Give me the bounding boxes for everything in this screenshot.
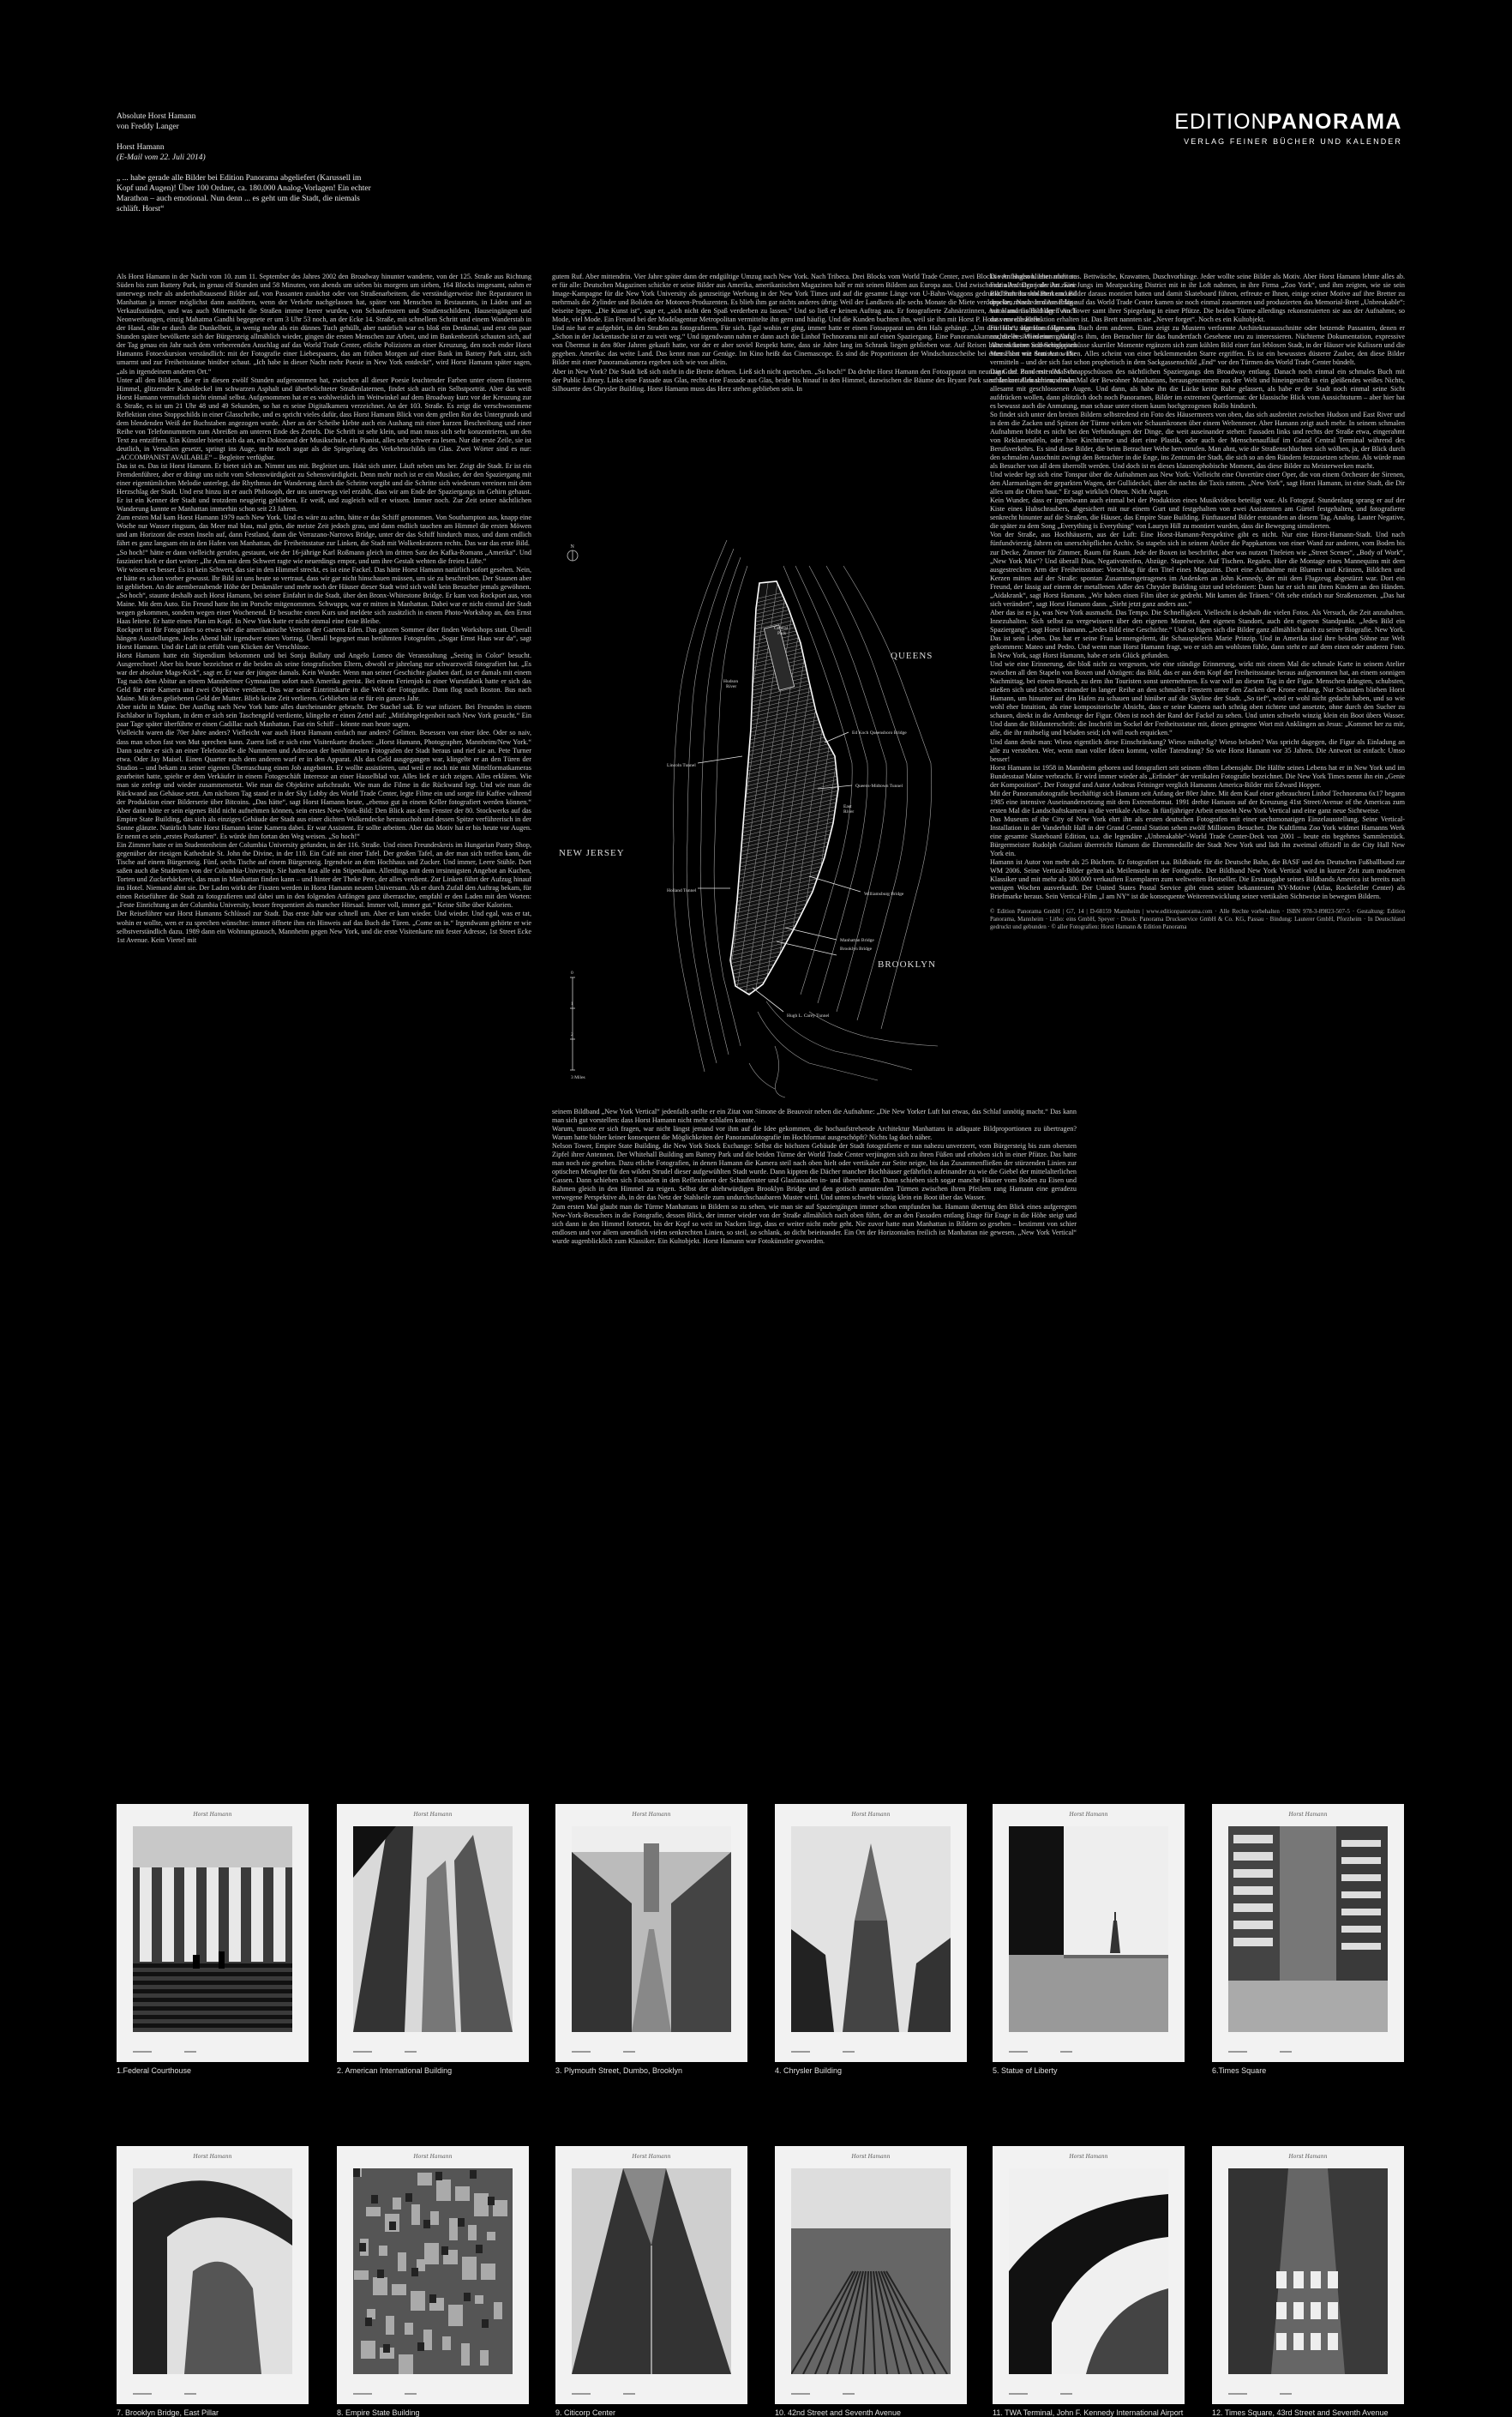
photo-card (337, 1804, 529, 2075)
photo-image (1009, 2168, 1168, 2374)
label-hudson-2: River (726, 684, 737, 689)
photo-footer-marks (1228, 2390, 1388, 2395)
photo-caption: 6.Times Square (1212, 2066, 1267, 2075)
photo-card (337, 2146, 529, 2417)
label-east-1: East (843, 804, 852, 809)
photo-caption: 2. American International Building (337, 2066, 453, 2075)
article-byline: von Freddy Langer (117, 123, 179, 131)
photo-image (791, 2168, 951, 2374)
article-paragraph: gutem Ruf. Aber mittendrin. Vier Jahre später dann der endgültige Umzug nach New York. Nach Tribeca. Drei Blocks vom World Trade Center, zwei Blocks vom Hudson. Jetzt arbeitete er für alle: Deutschen Magazinen schickte er seine Bilder aus Amerika, amerikanischen Magazinen half er mit seinen Bildern aus Europa aus. Und zwischendrin Aufträge jeder Art. Eine Image-Kampagne für die New York University als ganzseitige Werbung in der New York Times und auf die gesamte Länge von U-Bahn-Waggons gedruckt. Porträts von Brokern und mehrmals die Zylinder und Boliden der Motoren-Produzenten. Es blieb ihm gar nichts anderes übrig: Weil der Landkreis alle sechs Monate die Miete verdoppelte, musste er diese Erlöse beiseite legen. „Die Kunst ist“, sagt er, „sich nicht den Spaß verderben zu lassen.“ Und so ließ er keinen Auftrag aus. Er fotografierte Zahnärztinnen, Autos und Goldschläger. Auch Mode, viel Mode. Ein Freund bei der Modelagentur Metropolitan vermittelte ihn gern und häufig. Und die Kunden buchten ihn, weil sie ihn mit Horst P. Horst verwechselten. (552, 273, 1077, 324)
map-scale (570, 971, 585, 1080)
quote-source: (E-Mail vom 22. Juli 2014) (117, 153, 206, 162)
article-paragraph: Als Horst Hamann in der Nacht vom 10. zum 11. September des Jahres 2002 den Broadway hinunter wanderte, von der 125. Straße aus Richtung Süden bis zum Battery Park, in genau elf Stunden und 58 Minuten, von abends um sieben bis morgens um sieben, 164 Blocks insgesamt, nahm er unterwegs mehr als anderthalbtausend Bilder auf, von Passanten zunächst oder von Straßenarbeitern, die verständigerweise ihre Reparaturen in Manhattan ja immer möglichst dann ausführen, wenn der Verkehr nachgelassen hat, später von Menschen in Restaurants, in Läden und an Verkaufsständen, und was auch Mitternacht die Straßen immer leerer wurden, von Schaufenstern und Straßenschildern, Hauseingängen und Neonwerbungen, einzig Mahatma Gandhi begegnete er um 3 Uhr 53 noch, an der Ecke 14. Straße, mit schnellem Schritt und einem Wanderstab in der Hand, eilte er durch die Dunkelheit, in wenig mehr als ein dünnes Tuch gehüllt, aber natürlich war es bloß ein Denkmal, und erst ein paar Stunden später bevölkerte sich der Bürgersteig allmählich wieder, gingen die ersten Menschen zur Arbeit, und im Bankenbezirk schauten sich, auf der Tag genau ein Jahr nach dem verheerenden Anschlag auf das World Trade Center, etliche Polizisten an einer Kreuzung, den noch ender Horst Hamanns Fotoexkursion verständlich: mit der Fotografie einer Liebespaares, das am frühen Morgen auf einer Bank im Battery Park sitzt, sich umarmt und zur Freiheitsstatue hinüber schaut. „Ich habe in dieser Nacht mehr Poesie in New York entdeckt“, wird Horst Hamann später sagen, „als in irgendeinem anderen Ort.“ (117, 273, 531, 376)
photo-footer-marks (572, 2390, 731, 2395)
article-paragraph: Von der Straße, aus Hochhäusern, aus der Luft: Eine Horst-Hamann-Perspektive gibt es nicht. Nur eine Horst-Hamann-Stadt. Und nach fünfundvierzig Jahren ein unerschöpfliches Archiv. So stapeln sich in seinem Atelier die Pappkartons von einer Wand zur anderen, vom Boden bis zur Decke, Zimmer für Zimmer, Raum für Raum. Jede der Boxen ist beschriftet, aber was nutzen Titeleien wie „Street Scenes“, „Body of Work“, „New York Mix“? Und überall Dias, Negativstreifen, Abzüge. Stapelweise. Auf Tischen. Regalen. Hier die Montage eines Mannequins mit dem ausgestreckten Arm der Freiheitsstatue: Vorschlag für den Titel eines Magazins. Dort eine Aufnahme mit Blumen und Kränzen, Bildchen und Kerzen mitten auf der Straße: spontan Zusammengetragenes im Andenken an John Kennedy, der mit dem Flugzeug abgestürzt war. Dort ein Freund, der lässig auf einem der metallenen Adler des Chrysler Building sitzt und telefoniert: Dann hat er sich mit ihren Kindern an den Händen. „Aidakrank“, sagt Horst Hamann. „Wir haben einen Film über sie gedreht. Mit kamen die Tränen.“ Oft sehe einfach nur Straßenszenen. „Das hat sich verändert“, sagt Horst Hamann dann. „Sieht jetzt ganz anders aus.“ (990, 531, 1405, 608)
article-paragraph: seinem Bildband „New York Vertical“ jedenfalls stellte er ein Zitat von Simone de Beauvoir neben die Aufnahme: „Die New Yorker Luft hat etwas, das Schlaf unnötig macht.“ Das kann man sich gut vorstellen: dass Horst Hamann nicht mehr schlafen konnte. (552, 1108, 1077, 1125)
photo-frame (993, 2146, 1185, 2404)
photo-card (1212, 2146, 1404, 2417)
scale-tick-1: 1 (571, 1001, 573, 1007)
map-island (689, 576, 872, 1008)
scale-tick-0: 0 (571, 971, 573, 976)
photo-signature: Horst Hamann (1288, 1812, 1328, 1818)
photo-signature: Horst Hamann (193, 1812, 232, 1818)
photo-caption: 7. Brooklyn Bridge, East Pillar (117, 2408, 219, 2417)
article-paragraph: „So hoch“, staunte deshalb auch Horst Hamann, bei seiner Einfahrt in die Stadt, über den Bronx-Whitestone Bridge. Er kam von Rockport aus, von Maine. Mit dem Auto. Ein Freund hatte ihn im Porsche mitgenommen. Schwupps, war er mitten in Manhattan. Dabei war er nicht einmal der Stadt wegen gekommen, sondern wegen einer Wochenend. Er besuchte einen Kurs und meldete sich zusätzlich in einem Photo-Workshop an, den Ernst Haas leitete. Er hatte einen Plan im Kopf. In New York hatte er nicht einmal eine feste Bleibe. (117, 591, 531, 625)
article-paragraph: „So hoch!“ hätte er dann vielleicht gerufen, gestaunt, wie der 16-jährige Karl Roßmann gleich im dritten Satz des Kafka-Romans „Amerika“. Und fasziniert hielt er dort weiter: „Ihr Arm mit dem Schwert ragte wie neuerdings empor, und um ihre Gestalt wehten die freien Lüfte.“ (117, 548, 531, 565)
label-manhattan-bridge: Manhattan Bridge (840, 938, 874, 943)
label-new-jersey: NEW JERSEY (559, 848, 625, 858)
article-paragraph: So findet sich unter den breiten Bildern selbstredend ein Foto des Häusermeers von oben, das sich ausbreitet zwischen Hudson und East River und in dem die Zacken und Spitzen der Türme wirken wie Schaumkronen über einem Weltenmeer. Aber Hamann zeigt auch mehr. In seinem schmalen Aufnahmen bleibt es nicht bei den Verbindungen der Dinge, die weit auseinander stehen: Fassaden links und rechts der Straße etwa, eingerahmt von Reklametafeln, oder hier Kirchtürme und dort eine Plastik, oder auch der Menschenaufläuf im Grand Central Terminal während des Berufsverkehrs. Es sind diese Bilder, die beim Betrachter Wehe hervorrufen. Man ahnt, wie die Straßenschluchten sich wölben, ja, der Blick durch den schmalen Ausschnitt zwingt den Betrachter in die Enge, ins Zentrum der Stadt, die sich so an den Rändern festzusetzen scheint. Als würde man als Besucher von all dem überrollt werden. Und doch ist es dieses klaustrophobische Moment, das diese Bilder zu Meisterwerken macht. (990, 410, 1405, 471)
label-midtown-tunnel: Queens-Midtown Tunnel (855, 784, 903, 789)
article-paragraph: Und wieder legt sich eine Tonspur über die Aufnahmen aus New York: Vielleicht eine Ouvertüre einer Oper, die von einem Orchester der Sirenen, den Alarmanlagen der geparkten Wagen, der Gullideckel, über die nachts die Taxis rattern. „New York“, sagt Horst Hamann, ist eine Stadt, die Dir alles um die Ohren haut.“ Er sagt wirklich Ohren. Nicht Augen. (990, 471, 1405, 496)
photo-frame (775, 1804, 967, 2062)
photo-caption: 8. Empire State Building (337, 2408, 420, 2417)
label-brooklyn: BROOKLYN (878, 959, 937, 970)
photo-image (791, 1826, 951, 2032)
north-arrow (567, 544, 578, 561)
scale-tick-3: 3 Miles (571, 1075, 585, 1080)
north-label: N (570, 544, 574, 550)
article-paragraph: Und dann denkt man: Wieso eigentlich diese Einschränkung? Wieso mühselig? Wieso beladen? Was spricht dagegen, die Figur als Einladung an alle zu verstehen. Wer, wenn man voller Ideen kommt, voller Tatendrang? So wie Horst Hamann vor 35 Jahren. Die Antwort ist einfach: Umso besser! (990, 737, 1405, 763)
photo-footer-marks (572, 2047, 731, 2053)
label-central-1: Central (774, 626, 789, 631)
photo-card (117, 2146, 309, 2417)
article-paragraph: Für Horst Hamann folgte ein Buch dem anderen. Eines zeigt zu Mustern verformte Architekturausschnitte oder hetzende Passanten, denen er nachstellte. Wiederum gelang es ihm, den Betrachter für das hundertfach Gesehene neu zu interessieren. Nüchterne Dokumentation, expressive Abstraktionen und Schnappschüsse skurriler Momente ergänzen sich zum kühlen Bild einer fast leblosen Stadt, in der Häuser wie Kulissen und die Menschen wie Statisten wirken. Alles scheint von einer beklemmenden Starre ergriffen. Es ist ein bewusstes düsterer Zauber, den diese Bilder vermitteln – und der sich fast schon prophetisch in dem Sackgassenschild „End“ vor den Türmen des World Trade Center bündelt. (990, 324, 1405, 367)
article-paragraph: Warum, musste er sich fragen, war nicht längst jemand vor ihm auf die Idee gekommen, die hochaufstrebende Architektur Manhattans in adäquate Bildproportionen zu übertragen? Warum hatte bisher keiner konsequent die Möglichkeiten der Panoramafotografie im Hochformat ausgeschöpft? Nichts lag doch näher. (552, 1125, 1077, 1142)
article-column-1 (117, 273, 531, 1749)
photo-image (1009, 1826, 1168, 2032)
logo-tagline: VERLAG FEINER BÜCHER UND KALENDER (1184, 137, 1402, 146)
quote-author: Horst Hamann (117, 143, 165, 152)
photo-signature: Horst Hamann (193, 2154, 232, 2160)
article-paragraph: Wir wissen es besser. Es ist kein Schwert, das sie in den Himmel streckt, es ist eine Fackel. Das hätte Horst Hamann natürlich sofort gesehen. Nein, er hätte es schon vorher gewusst. Ihr Bild ist uns heute so vertraut, dass wir gar nicht hinschauen müssen, um sie zu beschreiben. Der Staunen aber ist geblieben. An die atemberaubende Höhe der Denkmäler und mehr noch der Häuser dieser Stadt wird sich wohl kein Besucher jemals gewöhnen. (117, 565, 531, 591)
map-graphic (552, 532, 1077, 1104)
article-paragraph: Das Museum of the City of New York ehrt ihn als ersten deutschen Fotografen mit einer sechsmonatigen Einzelausstellung. Seine Vertical-Installation in der Vanderbilt Hall in der Grand Central Station sehen zwölf Millionen Besucher. Die Kultfirma Zoo York widmet Hamanns Werk eine gesamte Skateboard Edition, u.a. die legendäre „Unbreakable“-World Trade Center-Deck von 2001 – heute ein begehrtes Sammlerstück. Bürgermeister Rudolph Giuliani überreicht Hamann die Ehrenmedaille der Stadt New York und lädt ihn zweimal offiziell in die City Hall New York ein. (990, 815, 1405, 858)
label-east-2: River (843, 809, 855, 815)
photo-signature: Horst Hamann (632, 1812, 671, 1818)
label-queensboro: Ed Koch Queensboro Bridge (852, 731, 907, 736)
intro-block (117, 111, 374, 214)
scale-tick-2: 2 (571, 1032, 573, 1037)
article-paragraph: Kein Wunder, dass er irgendwann auch einmal bei der Produktion eines Musikvideos beteiligt war. Als Fotograf. Stundenlang sprang er auf der Kiste eines Hubschraubers, abgesichert mit nur einem Gurt und festgehalten von zwei Assistenten am Gürtel festgehalten, und fotografierte senkrecht hinunter auf die Straßen, die Häuser, das Empire State Building. Fünftausend Bilder entstanden an diesem Tag. Analog. Lauter Negative, die später zu dem Song „Everything is Everything“ von Lauryn Hill zu montiert wurden, dass die Bewegung simulierten. (990, 496, 1405, 531)
photo-card (993, 1804, 1185, 2075)
photo-footer-marks (1228, 2047, 1388, 2053)
label-holland-tunnel: Holland Tunnel (667, 888, 697, 893)
quote-text: „ ... habe gerade alle Bilder bei Edition Panorama abgeliefert (Karussell im Kopf und Augen)! Über 100 Ordner, ca. 180.000 Analog-Vorlagen! Ein echter Marathon – auch emotional. Nun denn ... es geht um die Stadt, die niemals schläft. Horst“ (117, 174, 371, 213)
label-hudson-1: Hudson (723, 679, 739, 684)
photo-footer-marks (791, 2047, 951, 2053)
photo-caption: 11. TWA Terminal, John F. Kennedy International Airport (993, 2408, 1184, 2417)
label-lincoln-tunnel: Lincoln Tunnel (667, 763, 696, 768)
photo-image (1228, 2168, 1388, 2374)
photo-caption: 3. Plymouth Street, Dumbo, Brooklyn (555, 2066, 683, 2075)
photo-caption: 1.Federal Courthouse (117, 2066, 192, 2075)
photo-signature: Horst Hamann (413, 1812, 453, 1818)
article-paragraph: Horst Hamann ist 1958 in Mannheim geboren und fotografiert seit seinem elften Lebensjahr. Die Hälfte seines Lebens hat er in New York und im Bundesstaat Maine verbracht. Er wird immer wieder als „Erfinder“ der vertikalen Fotografie bezeichnet. Die New York Times nennt ihn ein „Genie der Komposition“. Der Fotograf und Autor Andreas Feininger verglich Hamanns America-Bilder mit Edward Hopper. (990, 763, 1405, 789)
article-paragraph: Ein Zimmer hatte er im Studentenheim der Columbia University gefunden, in der 116. Straße. Und einen Freundeskreis im Hungarian Pastry Shop, gegenüber der riesigen Kathedrale St. John the Divine, in der 110. Ein Café mit einer Tafel. Der großen Tafel, an der man sich treffen kann, die Tische auf einem Bürgersteig. Fünf, sechs Tische auf einem Bürgersteig. Irgendwie an dem Hochhaus und Zucker. Und immer, Leere Stühle. Dort saßen auch die Studenten von der Columbia-University. Sie hatten fast alle ein Stipendium. Allerdings mit dem irrsinnigsten Angebot an Kuchen, Torten und Zuckerbäckerei, das man in Manhattan finden kann – und hinter der Theke Pete, der alles verdient. Zur Linken führt der Aufzug hinauf ins Hotel. Niemand ahnt sie. Der Laden wirkt der Fixsten werden in Horst Hamann neuem Universum. Als er durch Zufall den Auftrag bekam, für einen Reiseführer die Stadt zu fotografieren und dabei um in den folgenden Anfängen ganz überraschte, empfahl er den Laden mit den Worten: „Feste Einrichtung an der Columbia University, besser frequentiert als mancher Hörsaal. Immer voll, immer gut.“ Keine Silbe über Kalorien. (117, 841, 531, 910)
photo-frame (337, 1804, 529, 2062)
photo-frame (117, 1804, 309, 2062)
article-paragraph: Mit der Panoramafotografie beschäftigt sich Hamann seit Anfang der 80er Jahre. Mit dem Kauf einer gebrauchten Linhof Technorama 6x17 begann 1985 eine intensive Auseinandersetzung mit dem Extremformat. 1991 drehte Hamann auf der Kreuzung 41st Street/Avenue of the Americas zum ersten Mal die Landschaftskamera in die vertikale Achse. In fünfjähriger Arbeit entsteht New York Vertical und eine ganz neue Sichtweise. (990, 789, 1405, 815)
photo-signature: Horst Hamann (851, 1812, 891, 1818)
photo-card (555, 1804, 747, 2075)
photo-signature: Horst Hamann (1069, 1812, 1108, 1818)
article-paragraph: Horst Hamann hatte ein Stipendium bekommen und bei Sonja Bullaty und Angelo Lomeo die Veranstaltung „Seeing in Color“ besucht. Ausgerechnet! Aber bis heute bezeichnet er die beiden als seine fotografischen Eltern, obwohl er jahrelang nur schwarzweiß fotografiert hat. „Es war der absolute Mags-Kick“, sagt er. Er war der jüngste damals. Kein Wunder. Wenn man seiner Geschichte glauben darf, ist er damals mit einem Tag nach dem Abitur an einem Mannheimer Gymnasium sofort nach Amerika gereist. Bei einem Ferienjob in einer Wurstfabrik hatte er sich das Geld für eine Kamera und zwei Objektive verdient. Das war seine Eintrittskarte in die Welt der Fotografie. Dann flog nach Boston. Bus nach Maine. Mit dem geliehenen Geld der Mutter. Blieb keine Zeit verlieren. Geblieben ist er für ein ganzes Jahr. (117, 652, 531, 703)
photo-signature: Horst Hamann (1288, 2154, 1328, 2160)
photo-image (572, 1826, 731, 2032)
photo-footer-marks (353, 2390, 513, 2395)
logo-brand-bold: PANORAMA (1267, 110, 1402, 134)
photo-card (117, 1804, 309, 2075)
photo-card (993, 2146, 1185, 2417)
label-brooklyn-bridge: Brooklyn Bridge (840, 947, 873, 952)
article-paragraph: Aber das ist es ja, was New York ausmacht. Das Tempo. Die Schnelligkeit. Vielleicht is deshalb die vielen Fotos. Als Versuch, die Zeit anzuhalten. Innezuhalten. Sich selbst zu vergewissern über den eigenen Moment, den eigenen Standort, auch den eigenen Standpunkt. „Jedes Bild ein Spaziergang“, sagt Horst Hamann. „Jedes Bild eine Geschichte.“ Und so fügen sich die Bilder ganz allmählich auch zu seiner Biografie. New York. Das ist sein Leben. Das hat er seine Frau kennengelernt, die Schauspielerin Marie Prinzip. Und in Amerika sind ihre beiden Söhne zur Welt gekommen: Mateo und Pedro. Und wenn man Horst Hamann fragt, wo er sich am wohlsten fühle, dann steht er auf dem einen oder anderen Foto. In New York, sagt Horst Hamann, habe er sein Glück gefunden. (990, 608, 1405, 660)
manhattan-map (552, 532, 1077, 1104)
photo-frame (555, 2146, 747, 2404)
label-williamsburg: Williamsburg Bridge (864, 892, 904, 897)
article-title: Absolute Horst Hamann (117, 112, 196, 121)
article-paragraph: Zum ersten Mal glaubt man die Türme Manhattans in Bildern so zu sehen, wie man sie auf Spaziergängen immer schon empfunden hat. Hamann übertrug den Blick eines aufgeregten New-York-Besuchers in die Fotografie, dessen Blick, der immer wieder von der Straße allmählich nach oben führt, der an den Fassaden entlang Etage für Etage in die Höhe steigt und sich dann in den Himmel fortsetzt, bis der Kopf so weit im Nacken liegt, dass er weiter nicht mehr geht. Nie zuvor hatte man Manhattan in Bildern so gesehen – bestimmt von schier endlosen und vor allem unendlich vielen senkrechten Linien, so steil, so schlank, so dicht beieinander. Ein Ort der Horizontalen freilich ist Manhattan nie gewesen. „New York Vertical“ wurde augenblicklich zum Klassiker. Ein Kultobjekt. Horst Hamann war Fotokünstler geworden. (552, 1202, 1077, 1245)
photo-footer-marks (791, 2390, 951, 2395)
publisher-logo (1174, 110, 1402, 146)
photo-image (572, 2168, 731, 2374)
article-paragraph: Dann der Band mit den Schnappschüssen des nächtlichen Spaziergangs den Broadway entlang. Danach noch einmal ein schmales Buch mit schlanken Aufnahmen, dieses Mal der Bewohner Manhattans, herausgenommen aus der Welt und hineingestellt in ein gleißendes weißes Nichts, allesamt mit geschlossenen Augen. Und dann, als habe ihn die Lücke keine Ruhe gelassen, als habe er der Stadt noch einmal seine Sicht aufdrücken wollen, dann plötzlich doch noch Panoramen, Bilder im extremen Querformat: der klassische Blick vom Aussichtsturm – aber hier hat es bewusst auch die Anmutung, man schaue unter einem kaum hochgezogenen Rollo hindurch. (990, 367, 1405, 410)
photo-frame (775, 2146, 967, 2404)
photo-frame (555, 1804, 747, 2062)
photo-image (353, 2168, 513, 2374)
article-paragraph: Unter all den Bildern, die er in diesen zwölf Stunden aufgenommen hat, zwischen all dieser Poesie leuchtender Farben unter einem finsteren Himmel, glitzernder Kanaldeckel im schwarzen Asphalt und überbelichteter Straßenlaternen, findet sich auch ein Selbstporträt. Aber das weiß Horst Hamann vermutlich nicht einmal selbst. Aufgenommen hat er es wohlweislich im Weitwinkel auf dem Broadway kurz vor der Kreuzung zur 8. Straße, es ist um 21 Uhr 48 und 49 Sekunden, so hat es seine Digitalkamera verzeichnet. An der 103. Straße. Es zeigt die verschwommene Reflektion eines Stoppschilds in einer Glasscheibe, und es spricht vieles dafür, dass Horst Hamann Blick von dem grellen Rot des Untergrunds und dem blendenden Weiß der Buchstaben angezogen wurde. Aber an der Scheibe klebte auch ein Aushang mit einer kurzen Beschreibung und einer Reihe von Telefonnummern zum Abreißen am unteren Ende des Zettels. Die Schrift ist sehr klein, und man muss sich sehr konzentrieren, um den Text zu entziffern. Ein Künstler bietet sich da an, ein Doktorand der Musikschule, ein Pianist, alles sehr schwer zu lesen. Nur die erste Zeile, sie ist deutlich, in Versalien gesetzt, springt ins Auge, mehr noch sogar als die Spiegelung des Verkehrsschilds im Glas. Zwei Wörter sind es nur: „ACCOMPANIST AVAILABLE“ – Begleiter verfügbar. (117, 376, 531, 461)
photo-footer-marks (353, 2047, 513, 2053)
photo-footer-marks (1009, 2390, 1168, 2395)
photo-footer-marks (133, 2390, 292, 2395)
photo-image (133, 1826, 292, 2032)
photo-signature: Horst Hamann (1069, 2154, 1108, 2160)
article-paragraph: Aber nicht in Maine. Der Ausflug nach New York hatte alles durcheinander gebracht. Der Stachel saß. Er war infiziert. Bei Freunden in einem Fachlabor in Topsham, in dem er sich sein Taschengeld verdiente, klingelte er einen Zettel auf: „Mitfahrgelegenheit nach New York gesucht.“ Ein paar Tage später überführte er einen Cadillac nach Manhattan. Fast ein Schiff – könnte man heute sagen. (117, 703, 531, 729)
article-paragraph: Nelson Tower, Empire State Building, die New York Stock Exchange: Selbst die höchsten Gebäude der Stadt fotografierte er nun nahezu unverzerrt, vom Bürgersteig bis zum obersten Zipfel ihrer Antennen. Der Whitehall Building am Battery Park und die beiden Türme der World Trade Center verjüngten sich zu ihren Füßen und erhoben sich in einer Pfütze. Das hatte man noch nie gesehen. Dazu etliche Fotografien, in denen Hamann die Kamera steil nach oben hielt oder vertikaler zur Seite neigte, bis das Zusammenfließen der stürzenden Linien zur optischen Metapher für den wilden Strudel dieser aufgewühlten Stadt wurde. Dann kippten die Dächer mancher Hochhäuser gefährlich aufeinander zu wie die Giebel der mittelalterlichen Gassen. Dann schieben sich Fassaden in den Reflexionen der Schaufenster und Glasfassaden in- und übereinander. Dann schieben sich sogar manche Häuser vom Boden zu Eisen und Rahmen gleich in den Himmel zu reigen. Selbst der altehrwürdigen Brooklyn Bridge und den gotisch anmutenden Türmen zwischen ihren Pfeilern rang Hamann eine geradezu verwegene Perspektive ab, in der das Netz der Stahlseile zum undurchschaubaren Muster wird. Und unten schwebt winzig klein ein Boot über das Wasser. (552, 1142, 1077, 1202)
article-paragraph: Zum ersten Mal kam Horst Hamann 1979 nach New York. Und es wäre zu achtn, hätte er das Schiff genommen. Von Southampton aus, knapp eine Woche nur Wasser ringsum, das Meer mal blau, mal grün, die meiste Zeit jedoch grau, und dann endlich tauchen am Himmel die ersten Möwen und am Horizont die ersten Inseln auf, dann Festland, dann die Verrazano-Narrows Bridge, unter der das Schiff hindurch muss, und dann endlich fährt es ganz langsam ein in den Hafen von Manhattan, die Freiheitsstatue zur Linken, die Stadt mit Wolkenkratzern rechts. Das war das erste Bild. (117, 514, 531, 548)
photo-signature: Horst Hamann (632, 2154, 671, 2160)
photo-image (1228, 1826, 1388, 2032)
article-paragraph: Und nie hat er aufgehört, in den Straßen zu fotografieren. Für sich. Egal wohin er ging, immer hatte er einen Fotoapparat um den Hals gehängt. „Um den Hals“, sagt Horst Hamann. „Schon in der Jackentasche ist er zu weit weg.“ Und irgendwann nahm er dann auch die Linhof Technorama mit auf einen Spaziergang. Eine Panoramakamera, die er sich in einem Anfall von Übermut in den 80er Jahren gekauft hatte, vor der er aber soviel Respekt hatte, dass sie Jahre lang im Schrank liegen geblieben war. Auf Reisen hätte es keine Schwierigkeiten gegeben. Amerika: das weite Land. Das kennt man zur Genüge. Im Kino heißt das Cinemascope. Es sind die Proportionen der Windschutzscheibe bei einer Fahrt mit dem Auto. Die Bilder mit einer Panoramakamera ergeben sich wie von allein. (552, 324, 1077, 367)
photo-caption: 9. Citicorp Center (555, 2408, 616, 2417)
photo-signature: Horst Hamann (413, 2154, 453, 2160)
article-paragraph: Der Reiseführer war Horst Hamanns Schlüssel zur Stadt. Das erste Jahr war schnell um. Aber er kam wieder. Und wieder. Und egal, was er tat, wohin er wollte, wen er zu sprechen wünschte: immer öffnete ihm ein Hinweis auf das Buch die Türen. „Come on in.“ Irgendwann gehörte er wie selbstverständlich dazu. 1989 dann ein Wohnungstausch, Mannheim gegen New York, und die erste Visitenkarte mit fester Adresse, 1st Street Ecke 1st Avenue. Kein Viertel mit (117, 910, 531, 944)
article-paragraph: Rockport ist für Fotografen so etwas wie die amerikanische Version der Gartens Eden. Das ganzen Sommer über finden Workshops statt. Überall hängen Ausstellungen. Jedes Abend hält irgendwer einen Vortrag. Überall begegnet man berühmten Fotografen. „Sogar Ernst Haas war da“, sagt Horst Hamann. Und die Luft ist erfüllt vom Klicken der Verschlüsse. (117, 625, 531, 652)
photo-image (133, 2168, 292, 2374)
photo-card (555, 2146, 747, 2417)
photo-caption: 10. 42nd Street and Seventh Avenue (775, 2408, 901, 2417)
photo-caption: 4. Chrysler Building (775, 2066, 843, 2075)
article-paragraph: Aber in New York? Die Stadt ließ sich nicht in die Breite dehnen. Ließ sich nicht quetschen. „So hoch!“ Da drehte Horst Hamann den Fotoapparat um neunzig Grad. Zum ersten Mal vor der Public Library. Links eine Fassade aus Glas, rechts eine Fassade aus Glas, beide bis hinauf in den Himmel, dazwischen die Bäume des Bryant Park samt der metallen schimmernden Silhouette des Chrysler Building. Horst Hamann muss das Herz stehen geblieben sein. In (552, 367, 1077, 393)
photo-frame (337, 2146, 529, 2404)
photo-frame (1212, 1804, 1404, 2062)
label-carey-tunnel: Hugh L. Carey Tunnel (787, 1013, 830, 1019)
photo-footer-marks (133, 2047, 292, 2053)
article-paragraph: Vielleicht waren die 70er Jahre anders? Vielleicht war auch Horst Hamann einfach nur anders? Gelitten. Besessen von einer Idee. Oder so naiv, dass man schon fast von Mut sprechen kann. Zuerst ließ er sich eine Visitenkarte drucken: „Horst Hamann, Photographer, Mannheim/New York.“ Dann suchte er sich an einer Telefonzelle die Nummern und Adressen der berühmtesten Fotografen der Stadt heraus und rief sie an. Pete Turner etwa. Oder Jay Maisel. Einen Quarter nach dem anderen warf er in den Apparat. Als das Geld ausgegangen war, klingelte er an den Türen der Studios – und bekam zu seiner eigenen Überraschung einen Job angeboten. Er wollte assistieren, und weil er noch nie mit Mittelformatkameras gearbeitet hatte, spielte er dem Verkäufer in einem Fotogeschäft Interesse an einer Hasselblad vor. Alles ließ er sich zeigen. Alles erklären. Wie man sie zerlegt und wieder zusammensetzt. Wie man die Objektive aufschraubt. Wie man die Filme in die Rückwand legt. Und wie man die Rückwand aus Gehäuse setzt. Am nächsten Tag stand er in der Sky Lobby des World Trade Center, legte Filme ein und sorgte für Kaffee während der Produktion einer Bilderserie über Bitcoins. „Das hätte“, sagt Horst Hamann heute, „ebenso gut in einem Keller fotografiert werden können.“ Aber dann hätte er sein eigenes Bild nicht aufnehmen können, sein erstes New-York-Bild: Den Blick aus dem Fenster der 80. Stockwerks auf das Empire State Building, das sich als einziges Gebäude der Stadt aus einer dichten Wolkendecke herausschob und dessen Spitze verführerisch in der Sonne glänzte. Natürlich hatte Horst Hamann keine Kamera dabei. Er war Assistent. Er sollte arbeiten. Aber das Motiv hat er bis heute vor Augen. Er nennt es sein „erstes Postkarten“. Es würde ihm fortan den Weg weisen. „So hoch!“ (117, 729, 531, 841)
photo-signature: Horst Hamann (851, 2154, 891, 2160)
article-paragraph: Hamann ist Autor von mehr als 25 Büchern. Er fotografiert u.a. Bildbände für die Deutsche Bahn, die BASF und den Deutschen Fußballbund zur WM 2006. Seine Vertical-Bilder gelten als Meilenstein in der Fotografie. Der Bildband New York Vertical wird in kurzer Zeit zum modernen Klassiker und mit mehr als 300.000 verkauften Exemplaren zum weltweiten Bestseller. Die Erstausgabe seines Bildbands America ist bereits nach wenigen Wochen ausverkauft. Der United States Postal Service gibt eines seiner bekanntesten NY-Motive (Atlas, Rockefeller Center) als Briefmarke heraus. Sein Vertical-Film „I am NY“ ist die konsequente Weiterentwicklung seiner vertikalen Sichtweise in bewegten Bildern. (990, 858, 1405, 901)
imprint: © Edition Panorama GmbH | G7, 14 | D-68159 Mannheim | www.editionpanorama.com · Alle Rechte vorbehalten · ISBN 978-3-89823-507-5 · Gestaltung: Edition Panorama, Mannheim · Litho: eins GmbH, Speyer · Druck: Panorama Druckservice GmbH & Co. KG, Passau · Bindung: Lauterer GmbH, Pforzheim · In Deutschland gedruckt und gebunden · © aller Fotografien: Horst Hamann & Edition Panorama (990, 908, 1405, 931)
photo-card (775, 1804, 967, 2075)
logo-brand-light: EDITION (1174, 110, 1268, 134)
photo-caption: 5. Statue of Liberty (993, 2066, 1058, 2075)
label-queens: QUEENS (891, 651, 933, 661)
photo-frame (117, 2146, 309, 2404)
label-central-2: Park (777, 631, 787, 636)
article-paragraph: Die Anfangen blieben nicht aus. Bettwäsche, Krawatten, Duschvorhänge. Jeder wollte seine Bilder als Motiv. Aber Horst Hamann lehnte alles ab. Fast alles. Denn als ihn zwei Jungs im Meatpacking District mit in ihr Loft nahmen, in ihre Firma „Zoo York“, und ihm zeigten, wie sie sein Bildbuch durchblättert und Bilder daraus montiert hatten und damit Skateboard führen, erfreute er Ihnen, einige seiner Motive auf ihre Bretter zu drucken. Nach dem Anschlag auf das World Trade Center kamen sie noch einmal zusammen und produzierten das Memorial-Brett „Unbreakable“: mit Hamanns Bild der Twin Tower samt ihrer Spiegelung in einer Pfütze. Die beiden Türme allerdings rekonstruierten sie aus der Aufnahme, so dass nur die Reflektion erhalten ist. Das Brett nannten sie „Never forget“. Noch es ein Kultobjekt. (990, 273, 1405, 324)
photo-image (353, 1826, 513, 2032)
photo-frame (993, 1804, 1185, 2062)
photo-card (775, 2146, 967, 2417)
photo-caption: 12. Times Square, 43rd Street and Seventh Avenue (1212, 2408, 1389, 2417)
article-paragraph: Das ist es. Das ist Horst Hamann. Er bietet sich an. Nimmt uns mit. Begleitet uns. Hakt sich unter. Läuft neben uns her. Zeigt die Stadt. Er ist ein Fremdenführer, aber er drängt uns nicht vom Sehenswürdigkeit zu Sehenswürdigkeit. Denn mehr noch ist er ein Musiker, der den Spaziergang mit einer eigentümlichen Melodie unterlegt, die Rhythmus der Wanderung durch die Schritte vorgibt und die Schritte sich wiederum vereinen mit dem Herzschlag der Stadt. Und erst hinzu ist er auch Philosoph, der uns unterwegs viel erzählt, dass wir am Ende der Spaziergangs im Gehirn gehaust. Er ist ein Kenner der Stadt und trotzdem neugierig geblieben. Er weiß, und zugleich will er wissen. Immer noch. Zur Zeit seiner nächtlichen Wanderung kannte er Manhattan immerhin schon seit 23 Jahren. (117, 462, 531, 514)
photo-footer-marks (1009, 2047, 1168, 2053)
photo-frame (1212, 2146, 1404, 2404)
article-paragraph: Und wie eine Erinnerung, die bloß nicht zu vergessen, wie eine ständige Erinnerung, wirkt mit einem Mal die schmale Karte in seinem Atelier zwischen all den Stapeln von Boxen und Abzügen: das Bild, das er aus dem Kopf der Freiheitsstatue heraus aufgenommen hat, an einem sonnigen Nachmittag, bei einem Besuch, zu dem ihn Touristen sonst unternehmen. Es war voll an diesem Tag in der Figur. Menschen drängten, schubsten, stießen sich und schoben einander in langer Reihe an den schmalen Fenstern unter den Zacken der Krone entlang. Nur Sekunden blieben Horst Hamann, um hinunter auf den Hafen zu schauen und hinüber auf die Skyline der Stadt. „So tief“, wird er wohl nicht gedacht haben, und so wie wohl eher Intuition, als eine kompositorische Absicht, dass er seine Kamera nach schräg oben richtete und ansetzte, ohne durch den Sucher zu schauen, direkt in die Armbeuge der Figur. Oben ist noch der Rand der Fackel zu sehen. Und unten schwebt winzig klein ein Boot übers Wasser. Und dann die Bildunterschrift: die Inschrift im Sockel der Freiheitsstatue mit, dieses getragene Wort mit Anklängen an Jesus: „Kommet her zu mir, alle, die ihr mühselig und beladen seid; ich will euch erquicken.“ (990, 660, 1405, 737)
photo-card (1212, 1804, 1404, 2075)
